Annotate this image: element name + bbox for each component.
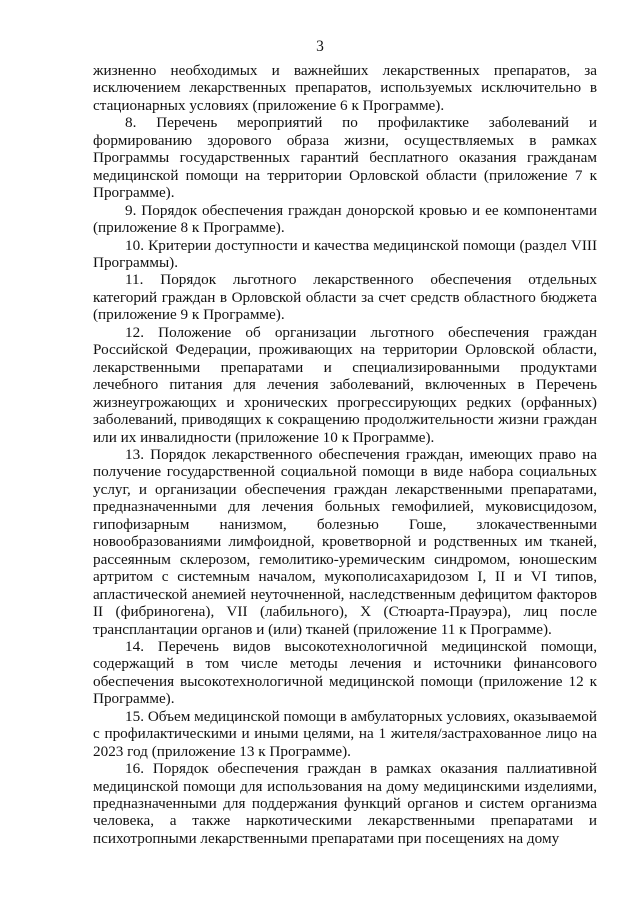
paragraph-item-11: 11. Порядок льготного лекарственного обеспечения отдельных категорий граждан в Орловской области за счет средств областного бюджета (приложение 9 к Программе). xyxy=(93,271,597,324)
paragraph-item-12: 12. Положение об организации льготного обеспечения граждан Российской Федерации, проживающих на территории Орловской области, лекарственными препаратами и специализированными продуктами лечебного питания для лечения заболеваний, включенных в Перечень жизнеугрожающих и хронических прогрессирующих редких (орфанных) заболеваний, приводящих к сокращению продолжительности жизни граждан или их инвалидности (приложение 10 к Программе). xyxy=(93,323,597,446)
paragraph-continuation: жизненно необходимых и важнейших лекарственных препаратов, за исключением лекарственных препаратов, используемых исключительно в стационарных условиях (приложение 6 к Программе). xyxy=(93,62,597,114)
paragraph-item-14: 14. Перечень видов высокотехнологичной медицинской помощи, содержащий в том числе методы лечения и источники финансового обеспечения высокотехнологичной медицинской помощи (приложение 12 к Программе). xyxy=(93,637,597,708)
paragraph-item-16: 16. Порядок обеспечения граждан в рамках оказания паллиативной медицинской помощи для использования на дому медицинскими изделиями, предназначенными для поддержания функций органов и систем организма человека, а также наркотическими лекарственными препаратами и психотропными лекарственными препаратами при посещениях на дому xyxy=(93,760,597,847)
paragraph-item-8: 8. Перечень мероприятий по профилактике заболеваний и формированию здорового образа жизни, осуществляемых в рамках Программы государственных гарантий бесплатного оказания гражданам медицинской помощи на территории Орловской области (приложение 7 к Программе). xyxy=(93,114,597,202)
document-body xyxy=(93,62,597,847)
paragraph-item-15: 15. Объем медицинской помощи в амбулаторных условиях, оказываемой с профилактическими и иными целями, на 1 жителя/застрахованное лицо на 2023 год (приложение 13 к Программе). xyxy=(93,707,597,760)
paragraph-item-9: 9. Порядок обеспечения граждан донорской кровью и ее компонентами (приложение 8 к Программе). xyxy=(93,201,597,237)
paragraph-item-10: 10. Критерии доступности и качества медицинской помощи (раздел VIII Программы). xyxy=(93,236,597,271)
page-number: 3 xyxy=(316,38,324,55)
paragraph-item-13: 13. Порядок лекарственного обеспечения граждан, имеющих право на получение государственной социальной помощи в виде набора социальных услуг, и организации обеспечения граждан лекарственными препаратами, предназначенными для лечения больных гемофилией, муковисцидозом, гипофизарным нанизмом, болезнью Гоше, злокачественными новообразованиями лимфоидной, кроветворной и родственных им тканей, рассеянным склерозом, гемолитико-уремическим синдромом, юношеским артритом с системным началом, мукополисахаридозом I, II и VI типов, апластической анемией неуточненной, наследственным дефицитом факторов II (фибриногена), VII (лабильного), X (Стюарта-Прауэра), лиц после трансплантации органов и (или) тканей (приложение 11 к Программе). xyxy=(93,445,597,638)
